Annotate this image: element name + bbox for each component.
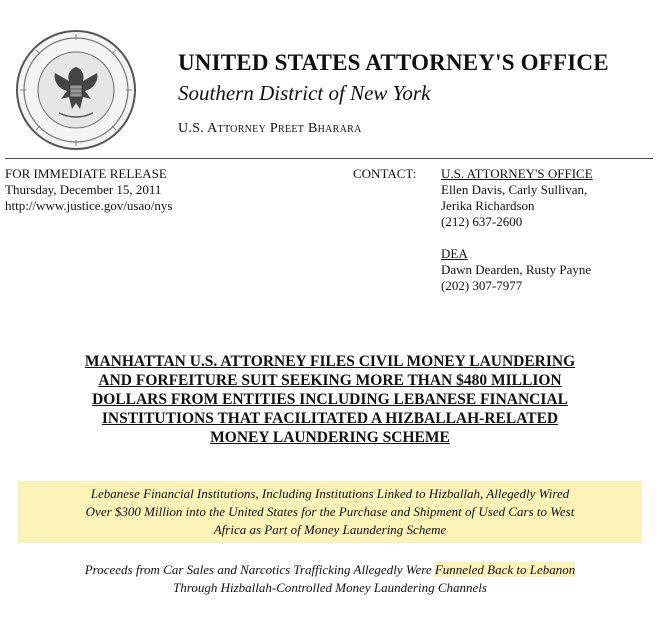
usao-contact-names-2: Jerika Richardson (441, 198, 535, 213)
release-url: http://www.justice.gov/usao/nys (5, 198, 173, 213)
dea-contact-phone: (202) 307-7977 (441, 278, 523, 293)
release-label: FOR IMMEDIATE RELEASE (5, 166, 167, 181)
district-name: Southern District of New York (178, 81, 431, 105)
usao-contact-names-1: Ellen Davis, Carly Sullivan, (441, 182, 588, 197)
usao-contact-phone: (212) 637-2600 (441, 214, 523, 229)
dea-contact-heading: DEA (441, 246, 468, 261)
subheadline-2-text: Proceeds from Car Sales and Narcotics Trafficking Allegedly Were (84, 562, 435, 577)
subheadline-1 (10, 485, 650, 539)
headline-line: INSTITUTIONS THAT FACILITATED A HIZBALLAH-RELATED (101, 410, 559, 427)
release-date: Thursday, December 15, 2011 (5, 182, 162, 197)
dea-contact-names: Dawn Dearden, Rusty Payne (441, 262, 592, 277)
office-name: UNITED STATES ATTORNEY'S OFFICE (178, 50, 609, 75)
headline-line: MANHATTAN U.S. ATTORNEY FILES CIVIL MONEY LAUNDERING (84, 353, 576, 370)
contact-label: CONTACT: (353, 166, 417, 181)
subheadline-2 (5, 561, 655, 597)
contact-block (441, 166, 593, 294)
release-info (5, 166, 172, 214)
header-divider (5, 158, 653, 159)
usao-contact-heading: U.S. ATTORNEY'S OFFICE (441, 166, 593, 181)
subheadline-line: Lebanese Financial Institutions, Including Institutions Linked to Hizballah, Allegedly Wired (90, 486, 570, 501)
headline (10, 352, 650, 447)
headline-line: MONEY LAUNDERING SCHEME (210, 429, 450, 446)
attorney-name: U.S. Attorney Preet Bharara (178, 121, 362, 136)
highlighted-text: Funneled Back to Lebanon (434, 562, 576, 577)
headline-line: AND FORFEITURE SUIT SEEKING MORE THAN $480 MILLION (98, 372, 562, 389)
subheadline-2-line-2: Through Hizballah-Controlled Money Laundering Channels (173, 580, 487, 595)
doj-seal-icon (15, 29, 137, 151)
subheadline-line: Over $300 Million into the United States for the Purchase and Shipment of Used Cars to West (85, 504, 575, 519)
subheadline-line: Africa as Part of Money Laundering Scheme (213, 522, 447, 537)
headline-line: DOLLARS FROM ENTITIES INCLUDING LEBANESE FINANCIAL (92, 391, 568, 408)
